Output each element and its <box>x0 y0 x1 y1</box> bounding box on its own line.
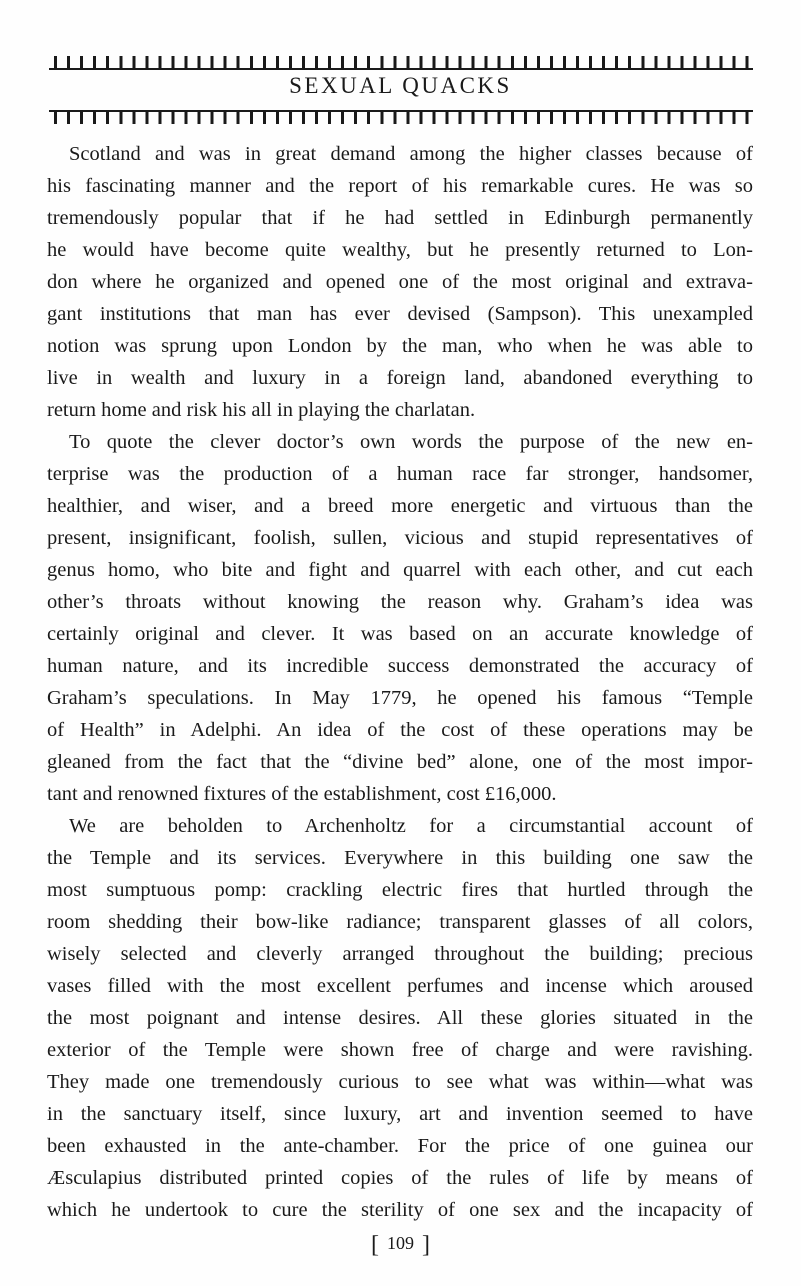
text-line: been exhausted in the ante-chamber. For the price of one guinea our <box>47 1135 753 1157</box>
text-line: he would have become quite wealthy, but he presently returned to Lon- <box>47 239 753 261</box>
text-line: tant and renowned fixtures of the establishment, cost £16,000. <box>47 783 557 805</box>
text-line: tremendously popular that if he had settled in Edinburgh permanently <box>47 207 753 229</box>
header-ornament-bottom <box>49 110 753 124</box>
text-line: They made one tremendously curious to see what was within—what was <box>47 1071 753 1093</box>
text-line: in the sanctuary itself, since luxury, art and invention seemed to have <box>47 1103 753 1125</box>
text-line: most sumptuous pomp: crackling electric fires that hurtled through the <box>47 879 753 901</box>
header-ornament-top <box>49 56 753 70</box>
text-line: the most poignant and intense desires. All these glories situated in the <box>47 1007 753 1029</box>
text-line: don where he organized and opened one of the most original and extrava- <box>47 271 753 293</box>
text-line: human nature, and its incredible success demonstrated the accuracy of <box>47 655 753 677</box>
text-line: Æsculapius distributed printed copies of the rules of life by means of <box>47 1167 753 1189</box>
text-line: exterior of the Temple were shown free of charge and were ravishing. <box>47 1039 753 1061</box>
text-line: which he undertook to cure the sterility of one sex and the incapacity of <box>47 1199 753 1221</box>
text-line: Scotland and was in great demand among the higher classes because of <box>69 143 753 165</box>
bracket-close: ] <box>422 1232 430 1258</box>
text-line: room shedding their bow-like radiance; transparent glasses of all colors, <box>47 911 753 933</box>
running-head: SEXUAL QUACKS <box>289 73 512 98</box>
text-line: To quote the clever doctor’s own words the purpose of the new en- <box>69 431 753 453</box>
text-line: wisely selected and cleverly arranged throughout the building; precious <box>47 943 753 965</box>
text-line: his fascinating manner and the report of his remarkable cures. He was so <box>47 175 753 197</box>
text-line: of Health” in Adelphi. An idea of the cost of these operations may be <box>47 719 753 741</box>
text-line: other’s throats without knowing the reason why. Graham’s idea was <box>47 591 753 613</box>
text-line: certainly original and clever. It was based on an accurate knowledge of <box>47 623 753 645</box>
bracket-open: [ <box>371 1232 379 1258</box>
text-line: gant institutions that man has ever devised (Sampson). This unexampled <box>47 303 753 325</box>
text-line: the Temple and its services. Everywhere in this building one saw the <box>47 847 753 869</box>
text-line: vases filled with the most excellent perfumes and incense which aroused <box>47 975 753 997</box>
page-number-value: 109 <box>387 1233 414 1253</box>
text-line: gleaned from the fact that the “divine bed” alone, one of the most impor- <box>47 751 753 773</box>
text-line: live in wealth and luxury in a foreign land, abandoned everything to <box>47 367 753 389</box>
text-line: return home and risk his all in playing the charlatan. <box>47 399 476 421</box>
text-line: healthier, and wiser, and a breed more energetic and virtuous than the <box>47 495 753 517</box>
text-line: terprise was the production of a human race far stronger, handsomer, <box>47 463 753 485</box>
text-line: present, insignificant, foolish, sullen, vicious and stupid representatives of <box>47 527 753 549</box>
text-line: Graham’s speculations. In May 1779, he opened his famous “Temple <box>47 687 753 709</box>
text-line: notion was sprung upon London by the man, who when he was able to <box>47 335 753 357</box>
text-line: genus homo, who bite and fight and quarrel with each other, and cut each <box>47 559 753 581</box>
page-body <box>47 138 753 1226</box>
page-number <box>0 1232 801 1259</box>
text-line: We are beholden to Archenholtz for a circumstantial account of <box>69 815 753 837</box>
